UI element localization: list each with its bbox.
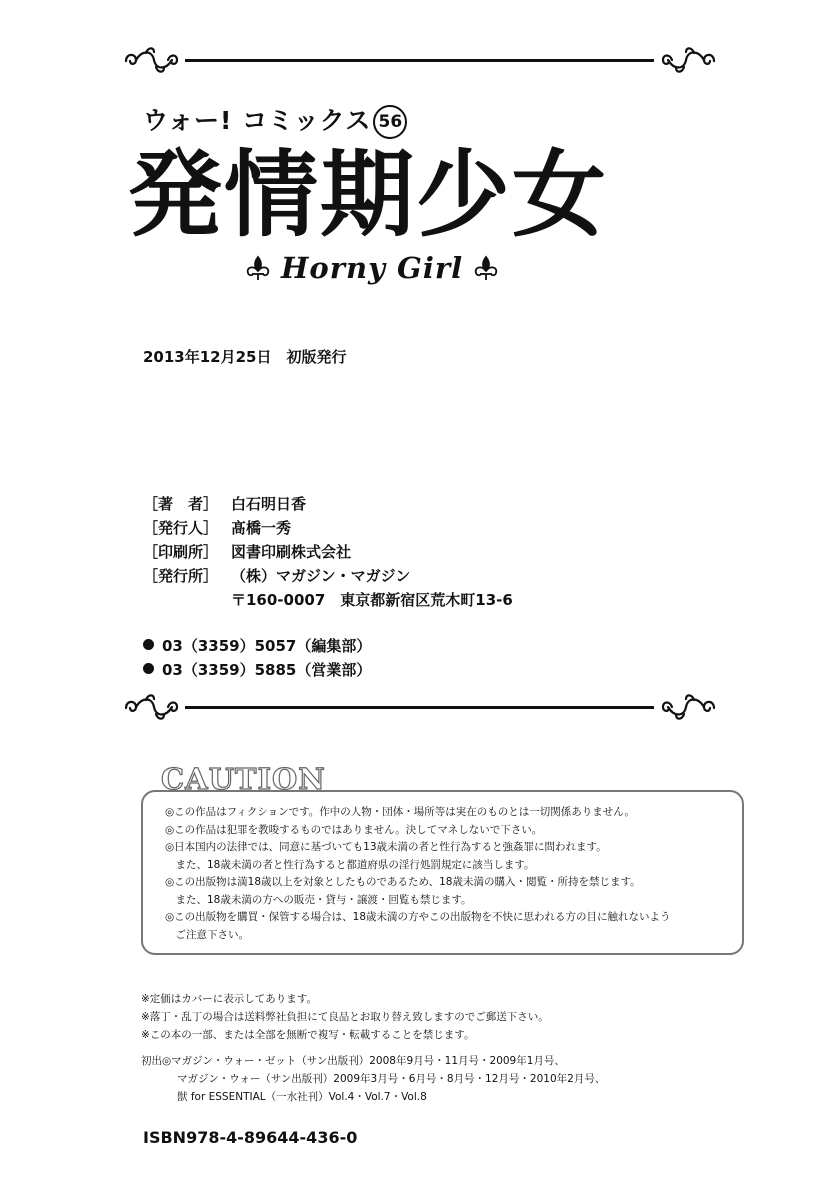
note-line: ※定価はカバーに表示してあります。	[141, 993, 317, 1005]
caution-line: ◎日本国内の法律では、同意に基づいても13歳未満の者と性行為すると強姦罪に問われます。	[165, 841, 607, 853]
scroll-ornament-icon	[122, 692, 180, 722]
first-publication-entry: マガジン・ウォー（サン出版刊）2009年3月号・6月号・8月号・12月号・2010年2月号、	[177, 1073, 606, 1085]
credit-label: ［発行所］	[143, 567, 219, 585]
publication-date: 2013年12月25日 初版発行	[143, 348, 347, 366]
notes-block	[141, 990, 549, 1044]
first-publication-label: 初出◎	[141, 1055, 172, 1067]
note-line: ※この本の一部、または全部を無断で複写・転載することを禁じます。	[141, 1029, 475, 1041]
scroll-ornament-icon	[122, 45, 180, 75]
phone-row	[143, 658, 371, 682]
subtitle-row	[243, 250, 501, 286]
caution-line: ◎この作品は犯罪を教唆するものではありません。決してマネしないで下さい。	[165, 823, 543, 836]
first-publication-entry: マガジン・ウォー・ゼット（サン出版刊）2008年9月号・11月号・2009年1月号、	[171, 1055, 565, 1067]
credit-value: 髙橋一秀	[231, 519, 292, 537]
caution-line: ご注意下さい。	[165, 928, 249, 941]
fleur-de-lis-icon	[243, 253, 273, 283]
volume-number-badge: 56	[373, 105, 407, 139]
caution-heading: CAUTION	[161, 762, 326, 796]
phone-number: 03（3359）5057	[162, 637, 297, 655]
credit-value: 白石明日香	[231, 495, 307, 513]
series-title	[143, 101, 407, 139]
bullet-icon	[143, 663, 154, 674]
phone-row	[143, 634, 371, 658]
phone-number: 03（3359）5885	[162, 661, 297, 679]
first-publication-line	[141, 1070, 605, 1088]
credit-label: ［印刷所］	[143, 543, 219, 561]
phone-block	[143, 634, 371, 682]
publisher-address: 〒160-0007 東京都新宿区荒木町13-6	[231, 591, 513, 609]
caution-line: また、18歳未満の者と性行為すると都道府県の淫行処罰規定に該当します。	[165, 858, 535, 871]
first-publication-block	[141, 1052, 605, 1106]
fleur-de-lis-icon	[471, 253, 501, 283]
scroll-ornament-icon	[660, 45, 718, 75]
credit-label: ［発行人］	[143, 519, 219, 537]
book-title: 発情期少女	[128, 140, 609, 250]
caution-box	[141, 790, 744, 955]
first-publication-line	[141, 1088, 605, 1106]
note-line: ※落丁・乱丁の場合は送料弊社負担にて良品とお取り替え致しますのでご郵送下さい。	[141, 1011, 549, 1023]
book-subtitle: Horny Girl	[281, 251, 464, 285]
credit-value: （株）マガジン・マガジン	[231, 567, 411, 585]
caution-line: また、18歳未満の方への販売・貸与・譲渡・回覧も禁じます。	[165, 893, 472, 906]
phone-department: （編集部）	[296, 637, 372, 655]
caution-line: ◎この作品はフィクションです。作中の人物・団体・場所等は実在のものとは一切関係ありません。	[165, 806, 635, 818]
credit-value: 図書印刷株式会社	[231, 543, 352, 561]
phone-department: （営業部）	[296, 661, 372, 679]
first-publication-line	[141, 1052, 605, 1070]
top-divider	[185, 59, 654, 62]
caution-line: ◎この出版物は満18歳以上を対象としたものであるため、18歳未満の購入・閲覧・所持を禁じます。	[165, 876, 641, 888]
isbn: ISBN978-4-89644-436-0	[143, 1128, 358, 1147]
caution-line: ◎この出版物を購買・保管する場合は、18歳未満の方やこの出版物を不快に思われる方の目に触れないよう	[165, 911, 671, 923]
credit-label: ［著 者］	[143, 495, 219, 513]
first-publication-entry: 獣 for ESSENTIAL（一水社刊）Vol.4・Vol.7・Vol.8	[177, 1091, 427, 1103]
series-name: ウォー! コミックス	[143, 106, 372, 135]
middle-divider	[185, 706, 654, 709]
bullet-icon	[143, 639, 154, 650]
scroll-ornament-icon	[660, 692, 718, 722]
